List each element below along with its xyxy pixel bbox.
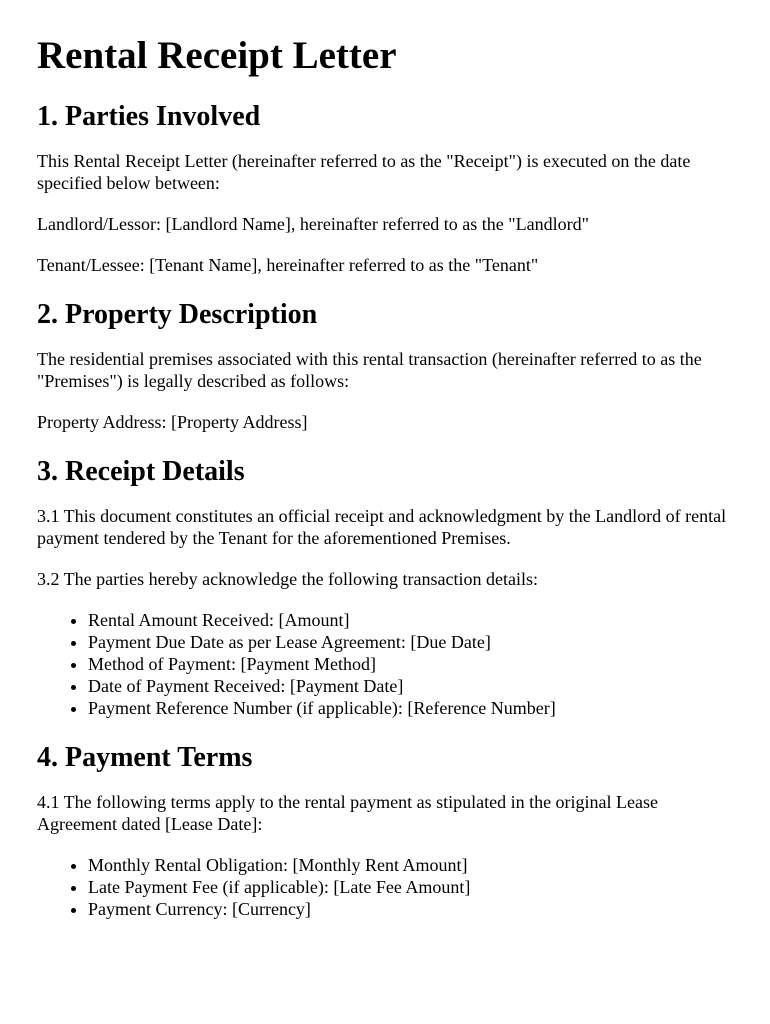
section-heading: 3. Receipt Details: [37, 456, 245, 487]
transaction-details-list: [37, 609, 740, 719]
section-heading: 2. Property Description: [37, 299, 318, 330]
paragraph: The residential premises associated with this rental transaction (hereinafter referred to as the "Premises") is legally described as follows:: [37, 349, 702, 391]
paragraph: 3.1 This document constitutes an official receipt and acknowledgment by the Landlord of rental payment tendered by the Tenant for the aforementioned Premises.: [37, 506, 727, 548]
paragraph: Property Address: [Property Address]: [37, 412, 308, 432]
section-receipt-details: [37, 456, 740, 719]
paragraph: 4.1 The following terms apply to the rental payment as stipulated in the original Lease Agreement dated [Lease Date]:: [37, 792, 659, 834]
paragraph: Landlord/Lessor: [Landlord Name], hereinafter referred to as the "Landlord": [37, 214, 589, 234]
section-property-description: [37, 299, 740, 433]
payment-terms-list: [37, 854, 740, 920]
section-parties-involved: [37, 101, 740, 276]
document-title: Rental Receipt Letter: [37, 34, 397, 77]
list-item: • Date of Payment Received: [Payment Date]: [88, 675, 740, 697]
list-item: • Payment Reference Number (if applicable): [Reference Number]: [88, 697, 740, 719]
list-item: • Late Payment Fee (if applicable): [Late Fee Amount]: [88, 876, 740, 898]
list-item: • Payment Currency: [Currency]: [88, 898, 740, 920]
section-payment-terms: [37, 742, 740, 920]
list-item: • Rental Amount Received: [Amount]: [88, 609, 740, 631]
section-heading: 4. Payment Terms: [37, 742, 253, 773]
paragraph: 3.2 The parties hereby acknowledge the following transaction details:: [37, 569, 539, 589]
list-item: • Payment Due Date as per Lease Agreement: [Due Date]: [88, 631, 740, 653]
list-item: • Monthly Rental Obligation: [Monthly Rent Amount]: [88, 854, 740, 876]
paragraph: Tenant/Lessee: [Tenant Name], hereinafter referred to as the "Tenant": [37, 255, 539, 275]
list-item: • Method of Payment: [Payment Method]: [88, 653, 740, 675]
paragraph: This Rental Receipt Letter (hereinafter referred to as the "Receipt") is executed on the date specified below between:: [37, 151, 691, 193]
section-heading: 1. Parties Involved: [37, 101, 261, 132]
